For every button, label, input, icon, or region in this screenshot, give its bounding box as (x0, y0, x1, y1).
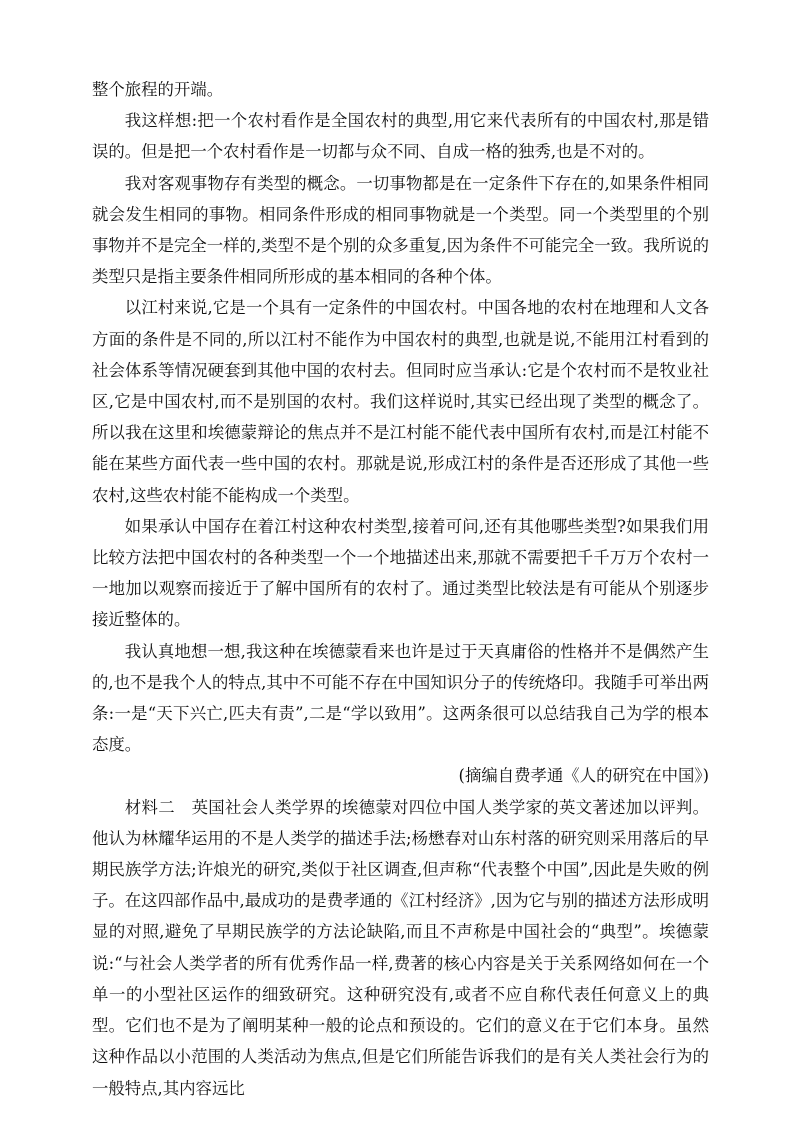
paragraph-4: 以江村来说,它是一个具有一定条件的中国农村。中国各地的农村在地理和人文各方面的条件是不同的,所以江村不能作为中国农村的典型,也就是说,不能用江村看到的社会体系等情况硬套到其他中国的农村去。但同时应当承认:它是个农村而不是牧业社区,它是中国农村,而不是别国的农村。我们这样说时,其实已经出现了类型的概念了。所以我在这里和埃德蒙辩论的焦点并不是江村能不能代表中国所有农村,而是江村能不能在某些方面代表一些中国的农村。那就是说,形成江村的条件是否还形成了其他一些农村,这些农村能不能构成一个类型。 (92, 298, 709, 505)
source-citation: (摘编自费孝通《人的研究在中国》) (458, 766, 709, 786)
paragraph-1: 整个旅程的开端。 (92, 80, 224, 99)
paragraph-7: 材料二 英国社会人类学界的埃德蒙对四位中国人类学家的英文著述加以评判。他认为林耀华运用的不是人类学的描述手法;杨懋春对山东村落的研究则采用落后的早期民族学方法;许烺光的研究,类似于社区调查,但声称“代表整个中国”,因此是失败的例子。在这四部作品中,最成功的是费孝通的《江村经济》,因为它与别的描述方法形成明显的对照,避免了早期民族学的方法论缺陷,而且不声称是中国社会的“典型”。埃德蒙说:“与社会人类学者的所有优秀作品一样,费著的核心内容是关于关系网络如何在一个单一的小型社区运作的细致研究。这种研究没有,或者不应自称代表任何意义上的典型。它们也不是为了阐明某种一般的论点和预设的。它们的意义在于它们本身。虽然这种作品以小范围的人类活动为焦点,但是它们所能告诉我们的是有关人类社会行为的一般特点,其内容远比 (92, 797, 709, 1098)
paragraph-2: 我这样想:把一个农村看作是全国农村的典型,用它来代表所有的中国农村,那是错误的。但是把一个农村看作是一切都与众不同、自成一格的独秀,也是不对的。 (92, 111, 709, 162)
paragraph-5: 如果承认中国存在着江村这种农村类型,接着可问,还有其他哪些类型?如果我们用比较方法把中国农村的各种类型一个一个地描述出来,那就不需要把千千万万个农村一一地加以观察而接近于了解中国所有的农村了。通过类型比较法是有可能从个别逐步接近整体的。 (92, 516, 709, 630)
document-body (92, 74, 709, 1104)
paragraph-6: 我认真地想一想,我这种在埃德蒙看来也许是过于天真庸俗的性格并不是偶然产生的,也不是我个人的特点,其中不可能不存在中国知识分子的传统烙印。我随手可举出两条:一是“天下兴亡,匹夫有责”,二是“学以致用”。这两条很可以总结我自己为学的根本态度。 (92, 641, 709, 755)
paragraph-3: 我对客观事物存有类型的概念。一切事物都是在一定条件下存在的,如果条件相同就会发生相同的事物。相同条件形成的相同事物就是一个类型。同一个类型里的个别事物并不是完全一样的,类型不是个别的众多重复,因为条件不可能完全一致。我所说的类型只是指主要条件相同所形成的基本相同的各种个体。 (92, 173, 709, 287)
